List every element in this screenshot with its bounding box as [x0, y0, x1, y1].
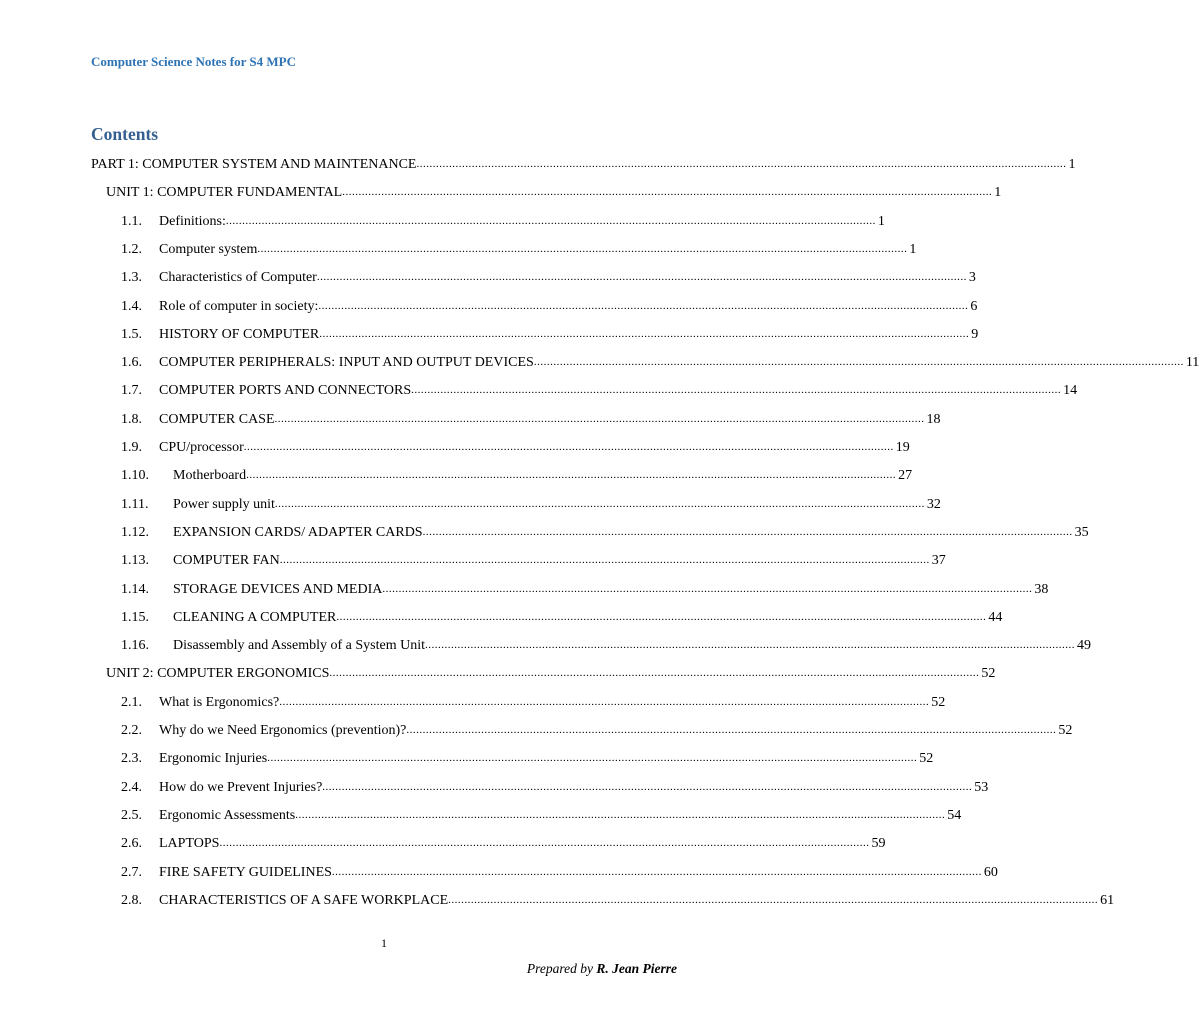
toc-entry-title: What is Ergonomics? — [159, 694, 280, 710]
toc-dot-leader: ........................................................................................................................................................................................................ — [406, 724, 1057, 736]
toc-entry-title: CLEANING A COMPUTER — [173, 609, 337, 625]
toc-entry-number: 2.2. — [121, 723, 142, 738]
toc-entry-number: 2.8. — [121, 892, 142, 908]
toc-entry-title: Motherboard — [173, 468, 247, 484]
toc-entry[interactable] — [91, 237, 917, 259]
toc-entry[interactable] — [91, 746, 934, 768]
toc-dot-leader: ........................................................................................................................................................................................................ — [279, 554, 930, 567]
toc-entry[interactable] — [91, 265, 976, 287]
toc-entry-number: 1.5. — [121, 326, 142, 342]
toc-entry-number: 2.1. — [121, 694, 142, 710]
toc-entry-number: 1.10. — [121, 468, 149, 484]
toc-entry-number: 1.11. — [121, 496, 149, 512]
toc-entry-number: 1.12. — [121, 524, 149, 540]
toc-entry-number: 1.9. — [121, 440, 142, 455]
toc-entry-title: UNIT 1: COMPUTER FUNDAMENTAL — [106, 185, 343, 201]
toc-entry-page: 52 — [981, 666, 996, 682]
toc-dot-leader: ........................................................................................................................................................................................................ — [243, 441, 894, 453]
toc-entry-page: 14 — [1063, 383, 1078, 399]
toc-entry-title: CHARACTERISTICS OF A SAFE WORKPLACE — [159, 892, 449, 908]
toc-entry-title: Role of computer in society: — [159, 298, 319, 314]
toc-entry-title: Why do we Need Ergonomics (prevention)? — [159, 723, 407, 738]
toc-entry-title: UNIT 2: COMPUTER ERGONOMICS — [106, 666, 330, 682]
toc-entry-page: 9 — [971, 326, 979, 342]
toc-entry-title: EXPANSION CARDS/ ADAPTER CARDS — [173, 524, 423, 540]
toc-entry-title: Disassembly and Assembly of a System Unit — [173, 638, 425, 654]
footer — [527, 961, 677, 977]
toc-entry-number: 2.5. — [121, 807, 142, 823]
toc-entry[interactable] — [91, 605, 1003, 627]
toc-dot-leader: ........................................................................................................................................................................................................ — [257, 242, 908, 255]
toc-entry[interactable] — [91, 690, 946, 712]
toc-entry-page: 1 — [1068, 157, 1076, 172]
toc-entry-page: 52 — [919, 751, 934, 767]
toc-entry[interactable] — [91, 548, 946, 570]
toc-entry-number: 1.1. — [121, 213, 142, 229]
toc-dot-leader: ........................................................................................................................................................................................................ — [219, 837, 870, 850]
toc-entry-title: LAPTOPS — [159, 836, 220, 852]
toc-entry[interactable] — [91, 661, 996, 683]
toc-entry-page: 60 — [983, 864, 998, 880]
toc-entry-title: COMPUTER PORTS AND CONNECTORS — [159, 383, 412, 399]
toc-entry-title: Characteristics of Computer — [159, 270, 317, 286]
toc-dot-leader: ........................................................................................................................................................................................................ — [448, 893, 1099, 906]
toc-dot-leader: ........................................................................................................................................................................................................ — [331, 865, 982, 878]
toc-entry-page: 59 — [871, 836, 886, 852]
toc-entry-page: 44 — [988, 609, 1003, 625]
toc-entry-title: How do we Prevent Injuries? — [159, 779, 323, 795]
toc-entry[interactable] — [91, 633, 1091, 655]
toc-entry-number: 1.4. — [121, 298, 142, 314]
toc-entry-page: 3 — [968, 270, 976, 286]
toc-entry-page: 54 — [947, 807, 962, 823]
toc-entry[interactable] — [91, 492, 941, 514]
toc-dot-leader: ........................................................................................................................................................................................................ — [342, 186, 993, 199]
toc-entry[interactable] — [91, 775, 989, 797]
toc-entry-page: 1 — [877, 213, 885, 229]
toc-entry-title: COMPUTER FAN — [173, 553, 280, 569]
toc-entry-page: 6 — [970, 298, 978, 314]
toc-entry[interactable] — [91, 577, 1049, 599]
toc-entry[interactable] — [91, 407, 941, 429]
toc-entry-title: Power supply unit — [173, 496, 275, 512]
toc-entry[interactable] — [91, 520, 1089, 542]
toc-entry-page: 52 — [931, 694, 946, 710]
toc-dot-leader: ........................................................................................................................................................................................................ — [267, 752, 918, 765]
toc-dot-leader: ........................................................................................................................................................................................................ — [319, 327, 970, 340]
toc-entry-title: Computer system — [159, 241, 258, 257]
toc-entry-page: 37 — [931, 553, 946, 569]
toc-entry[interactable] — [91, 322, 979, 344]
toc-entry-title: Ergonomic Assessments — [159, 807, 296, 823]
toc-dot-leader: ........................................................................................................................................................................................................ — [422, 525, 1073, 538]
toc-entry-page: 61 — [1100, 892, 1115, 908]
toc-dot-leader: ........................................................................................................................................................................................................ — [336, 610, 987, 623]
footer-author: R. Jean Pierre — [596, 961, 677, 976]
footer-prefix: Prepared by — [526, 961, 593, 976]
toc-dot-leader: ........................................................................................................................................................................................................ — [225, 214, 876, 227]
toc-entry[interactable] — [91, 294, 978, 316]
toc-dot-leader: ........................................................................................................................................................................................................ — [279, 695, 930, 708]
toc-entry-page: 53 — [974, 779, 989, 795]
toc-dot-leader: ........................................................................................................................................................................................................ — [322, 780, 973, 793]
toc-dot-leader: ........................................................................................................................................................................................................ — [274, 412, 925, 425]
toc-dot-leader: ........................................................................................................................................................................................................ — [295, 808, 946, 821]
toc-entry[interactable] — [91, 463, 913, 485]
toc-entry-page: 35 — [1074, 524, 1089, 540]
toc-entry-number: 1.3. — [121, 270, 142, 286]
toc-entry-title: HISTORY OF COMPUTER — [159, 326, 320, 342]
toc-dot-leader: ........................................................................................................................................................................................................ — [533, 356, 1184, 369]
toc-entry[interactable] — [91, 435, 910, 457]
toc-entry-number: 1.15. — [121, 609, 149, 625]
toc-entry-number: 2.4. — [121, 779, 142, 795]
toc-entry-title: Definitions: — [159, 213, 226, 229]
toc-entry-page: 18 — [926, 411, 941, 427]
toc-entry-number: 1.16. — [121, 638, 149, 654]
toc-entry[interactable] — [91, 152, 1076, 174]
toc-dot-leader: ........................................................................................................................................................................................................ — [274, 497, 925, 510]
toc-entry[interactable] — [91, 718, 1073, 740]
toc-entry-title: COMPUTER PERIPHERALS: INPUT AND OUTPUT DEVICES — [159, 355, 534, 371]
toc-entry-page: 32 — [926, 496, 941, 512]
toc-dot-leader: ........................................................................................................................................................................................................ — [425, 639, 1075, 652]
document-header: Computer Science Notes for S4 MPC — [91, 54, 296, 69]
toc-dot-leader: ........................................................................................................................................................................................................ — [246, 469, 897, 482]
toc-entry-number: 1.7. — [121, 383, 142, 399]
toc-entry-page: 1 — [994, 185, 1002, 201]
contents-heading: Contents — [91, 124, 159, 144]
toc-entry-title: CPU/processor — [159, 440, 244, 455]
toc-entry[interactable] — [91, 378, 1078, 400]
toc-entry-number: 1.8. — [121, 411, 142, 427]
toc-dot-leader: ........................................................................................................................................................................................................ — [318, 299, 969, 312]
toc-entry-page: 27 — [898, 468, 913, 484]
toc-entry-page: 19 — [895, 440, 910, 455]
toc-entry[interactable] — [91, 860, 998, 882]
toc-entry-page: 1 — [909, 241, 917, 257]
toc-entry[interactable] — [91, 209, 885, 231]
toc-entry-title: FIRE SAFETY GUIDELINES — [159, 864, 332, 880]
toc-entry[interactable] — [91, 350, 1199, 372]
toc-entry-number: 2.3. — [121, 751, 142, 767]
toc-entry-page: 38 — [1034, 581, 1049, 597]
page-number: 1 — [381, 936, 387, 950]
toc-dot-leader: ........................................................................................................................................................................................................ — [411, 384, 1062, 397]
toc-entry-number: 2.7. — [121, 864, 142, 880]
toc-entry-title: Ergonomic Injuries — [159, 751, 268, 767]
toc-entry-title: PART 1: COMPUTER SYSTEM AND MAINTENANCE — [91, 157, 417, 172]
toc-entry-title: COMPUTER CASE — [159, 411, 275, 427]
toc-entry-number: 1.2. — [121, 241, 142, 257]
toc-dot-leader: ........................................................................................................................................................................................................ — [329, 667, 980, 680]
toc-dot-leader: ........................................................................................................................................................................................................ — [416, 158, 1067, 170]
toc-entry-page: 52 — [1058, 723, 1073, 738]
toc-entry-page: 11 — [1185, 355, 1199, 371]
toc-entry-number: 1.14. — [121, 581, 149, 597]
toc-entry[interactable] — [91, 831, 886, 853]
toc-dot-leader: ........................................................................................................................................................................................................ — [382, 582, 1033, 595]
toc-entry-page: 49 — [1077, 638, 1091, 654]
toc-entry[interactable] — [91, 180, 1002, 202]
toc-entry[interactable] — [91, 888, 1115, 910]
toc-entry-number: 1.13. — [121, 553, 149, 569]
toc-entry-number: 2.6. — [121, 836, 142, 852]
toc-entry-number: 1.6. — [121, 355, 142, 371]
toc-entry[interactable] — [91, 803, 962, 825]
toc-dot-leader: ........................................................................................................................................................................................................ — [316, 271, 967, 284]
toc-entry-title: STORAGE DEVICES AND MEDIA — [173, 581, 383, 597]
